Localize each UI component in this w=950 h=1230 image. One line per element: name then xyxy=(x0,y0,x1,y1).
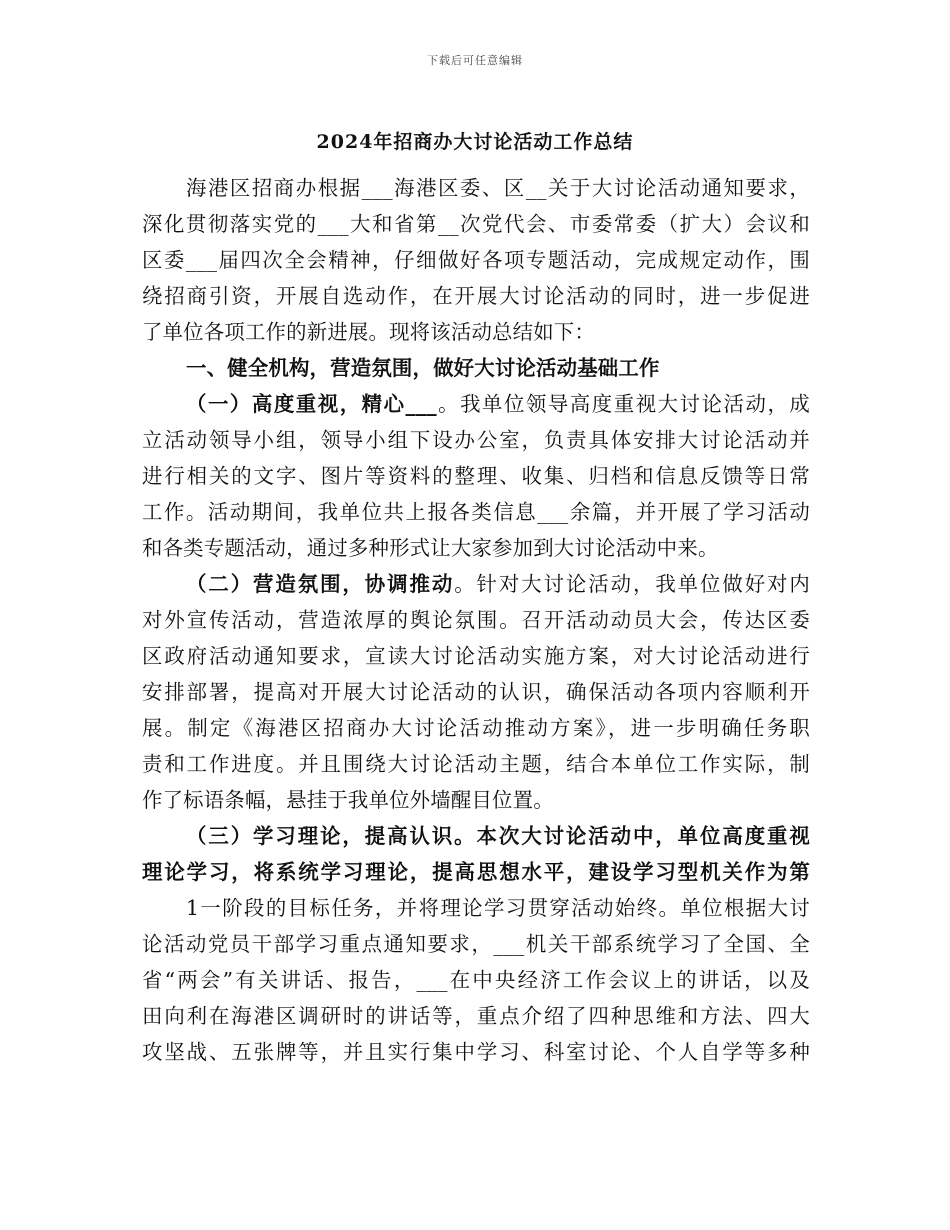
document-body xyxy=(142,170,810,1070)
paragraph-line: 1一阶段的目标任务，并将理论学习贯穿活动始终。单位根据大讨 xyxy=(186,896,810,920)
header-note: 下载后可任意编辑 xyxy=(427,54,523,67)
paragraph-line xyxy=(142,566,810,602)
paragraph-line: 区委___届四次全会精神，仔细做好各项专题活动，完成规定动作，围 xyxy=(142,248,810,272)
paragraph-line-bold: （三）学习理论，提高认识。本次大讨论活动中，单位高度重视 xyxy=(186,824,810,848)
paragraph-line: 和各类专题活动，通过多种形式让大家参加到大讨论活动中来。 xyxy=(142,536,719,560)
section-heading: 一、健全机构，营造氛围，做好大讨论活动基础工作 xyxy=(186,356,660,380)
paragraph-line: 安排部署，提高对开展大讨论活动的认识，确保活动各项内容顺利开 xyxy=(142,680,810,704)
paragraph-line: 对外宣传活动，营造浓厚的舆论氛围。召开活动动员大会，传达区委 xyxy=(142,608,810,632)
paragraph-line: 田向利在海港区调研时的讲话等，重点介绍了四种思维和方法、四大 xyxy=(142,1004,810,1028)
paragraph-line: 作了标语条幅，悬挂于我单位外墙醒目位置。 xyxy=(142,788,554,812)
paragraph-line xyxy=(142,386,810,422)
paragraph-line: 进行相关的文字、图片等资料的整理、收集、归档和信息反馈等日常 xyxy=(142,464,810,488)
paragraph-line-bold: 理论学习，将系统学习理论，提高思想水平，建设学习型机关作为第 xyxy=(142,860,810,884)
subheading-inline: （一）高度重视，精心___ xyxy=(186,392,437,416)
paragraph-text: 。针对大讨论活动，我单位做好对内 xyxy=(454,572,810,596)
paragraph-line: 了单位各项工作的新进展。现将该活动总结如下： xyxy=(142,320,595,344)
paragraph-line: 区政府活动通知要求，宣读大讨论活动实施方案，对大讨论活动进行 xyxy=(142,644,810,668)
paragraph-line: 责和工作进度。并且围绕大讨论活动主题，结合本单位工作实际，制 xyxy=(142,752,810,776)
paragraph-line: 省“两会”有关讲话、报告，___在中央经济工作会议上的讲话，以及 xyxy=(142,968,810,992)
paragraph-line: 攻坚战、五张牌等，并且实行集中学习、科室讨论、个人自学等多种 xyxy=(142,1040,810,1064)
paragraph-line: 论活动党员干部学习重点通知要求，___机关干部系统学习了全国、全 xyxy=(142,932,810,956)
paragraph-line: 工作。活动期间，我单位共上报各类信息___余篇，并开展了学习活动 xyxy=(142,500,810,524)
paragraph-line: 立活动领导小组，领导小组下设办公室，负责具体安排大讨论活动并 xyxy=(142,428,810,452)
paragraph-line: 深化贯彻落实党的___大和省第__次党代会、市委常委（扩大）会议和 xyxy=(142,212,810,236)
paragraph-text: 。我单位领导高度重视大讨论活动，成 xyxy=(436,392,810,416)
paragraph-line: 绕招商引资，开展自选动作，在开展大讨论活动的同时，进一步促进 xyxy=(142,284,810,308)
document-title: 2024年招商办大讨论活动工作总结 xyxy=(316,131,634,153)
subheading-inline: （二）营造氛围，协调推动 xyxy=(186,572,455,596)
paragraph-line: 展。制定《海港区招商办大讨论活动推动方案》，进一步明确任务职 xyxy=(142,716,810,740)
paragraph-line: 海港区招商办根据___海港区委、区__关于大讨论活动通知要求， xyxy=(186,176,810,200)
